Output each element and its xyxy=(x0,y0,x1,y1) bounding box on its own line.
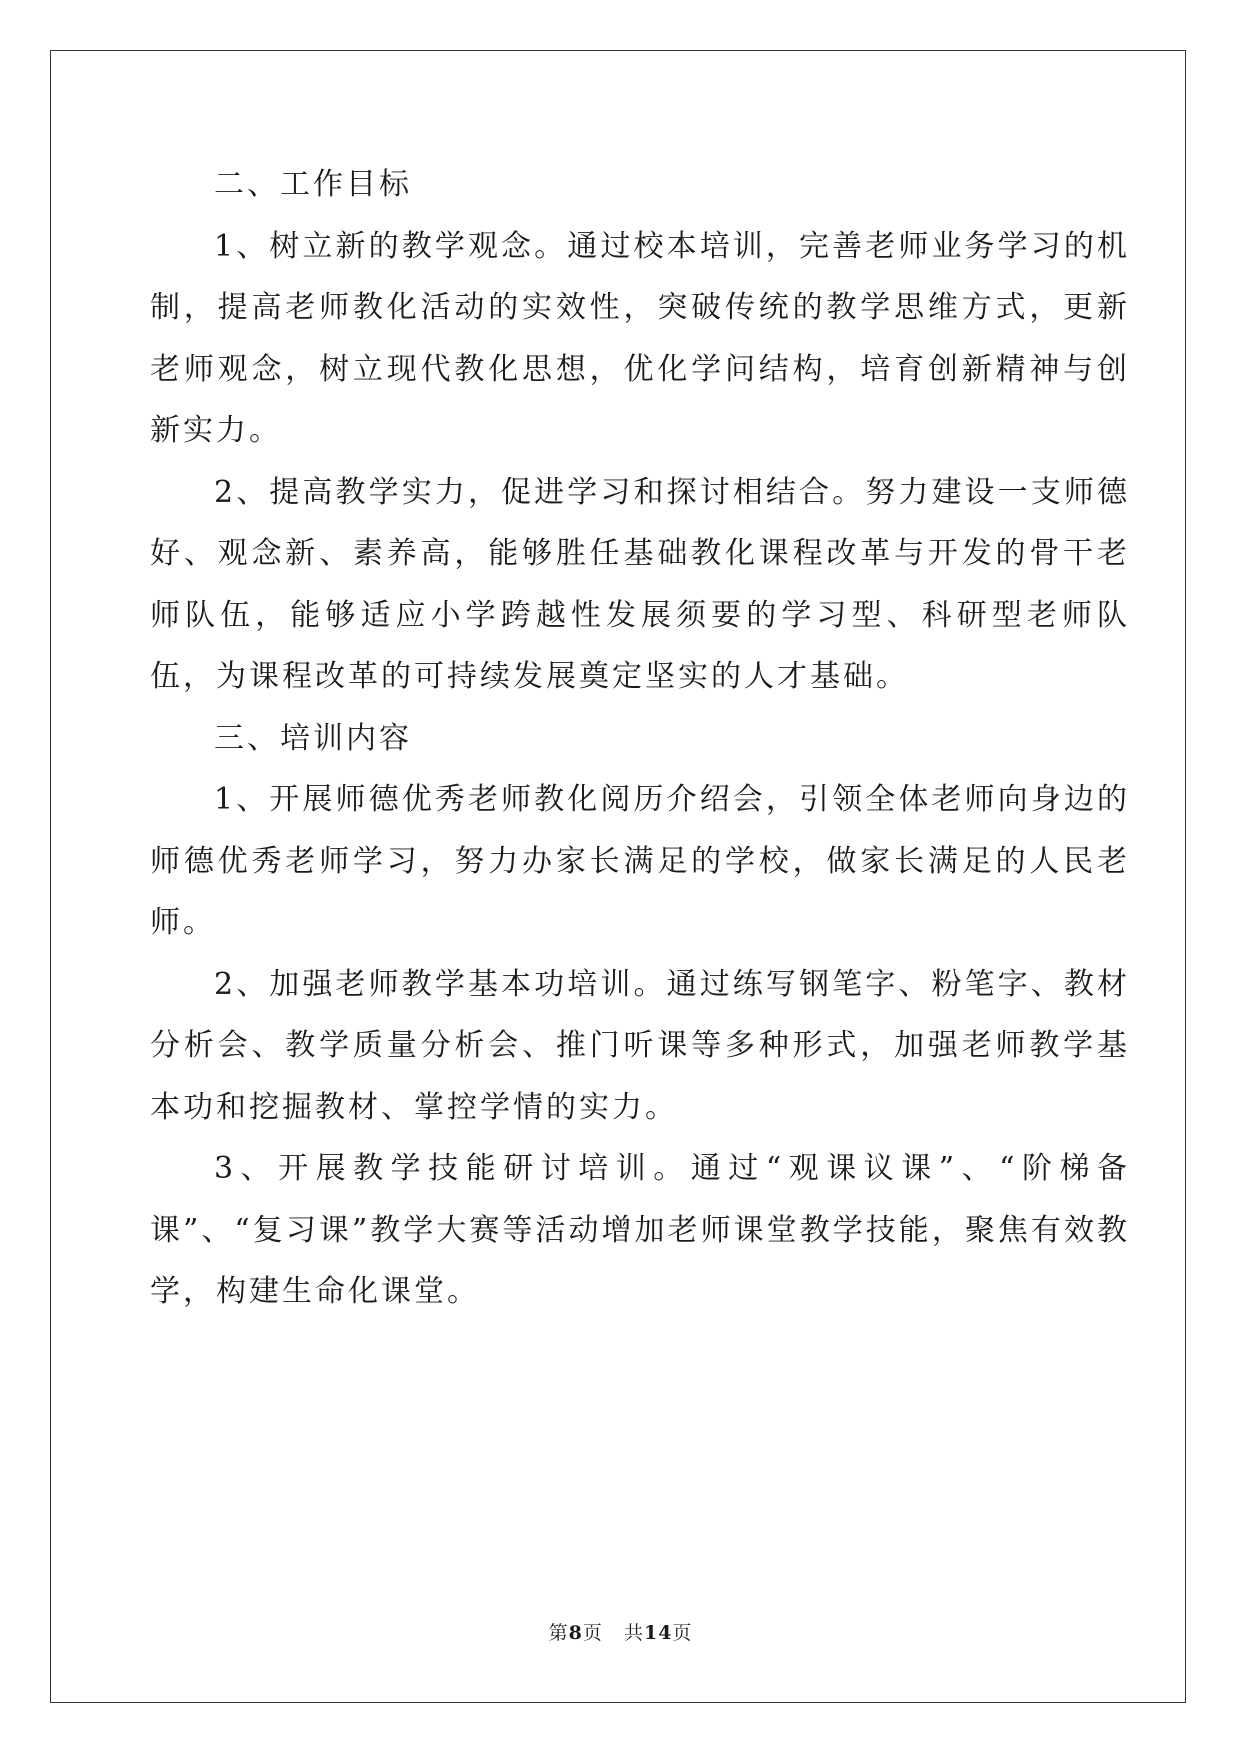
paragraph-goal-2: 2、提高教学实力，促进学习和探讨相结合。努力建设一支师德好、观念新、素养高，能够胜任基础教化课程改革与开发的骨干老师队伍，能够适应小学跨越性发展须要的学习型、科研型老师队伍，为课程改革的可持续发展奠定坚实的人才基础。 xyxy=(150,474,1130,694)
footer-page-suffix: 页 xyxy=(582,1622,603,1644)
document-body xyxy=(150,154,1130,1323)
footer-page-number: 8 xyxy=(568,1622,583,1644)
footer-total-prefix: 共 xyxy=(623,1622,644,1644)
section-heading-goals: 二、工作目标 xyxy=(214,167,412,202)
footer-total-suffix: 页 xyxy=(672,1622,693,1644)
footer-total-pages: 14 xyxy=(643,1622,673,1644)
page-footer xyxy=(0,1618,1241,1645)
paragraph-training-2: 2、加强老师教学基本功培训。通过练写钢笔字、粉笔字、教材分析会、教学质量分析会、推门听课等多种形式，加强老师教学基本功和挖掘教材、掌控学情的实力。 xyxy=(150,966,1130,1125)
paragraph-training-3: 3、开展教学技能研讨培训。通过“观课议课”、“阶梯备课”、“复习课”教学大赛等活动增加老师课堂教学技能，聚焦有效教学，构建生命化课堂。 xyxy=(150,1151,1130,1309)
footer-prefix: 第 xyxy=(548,1622,569,1644)
paragraph-goal-1: 1、树立新的教学观念。通过校本培训，完善老师业务学习的机制，提高老师教化活动的实效性，突破传统的教学思维方式，更新老师观念，树立现代教化思想，优化学问结构，培育创新精神与创新实力。 xyxy=(150,228,1130,448)
section-heading-training: 三、培训内容 xyxy=(214,720,412,756)
paragraph-training-1: 1、开展师德优秀老师教化阅历介绍会，引领全体老师向身边的师德优秀老师学习，努力办家长满足的学校，做家长满足的人民老师。 xyxy=(150,782,1130,940)
